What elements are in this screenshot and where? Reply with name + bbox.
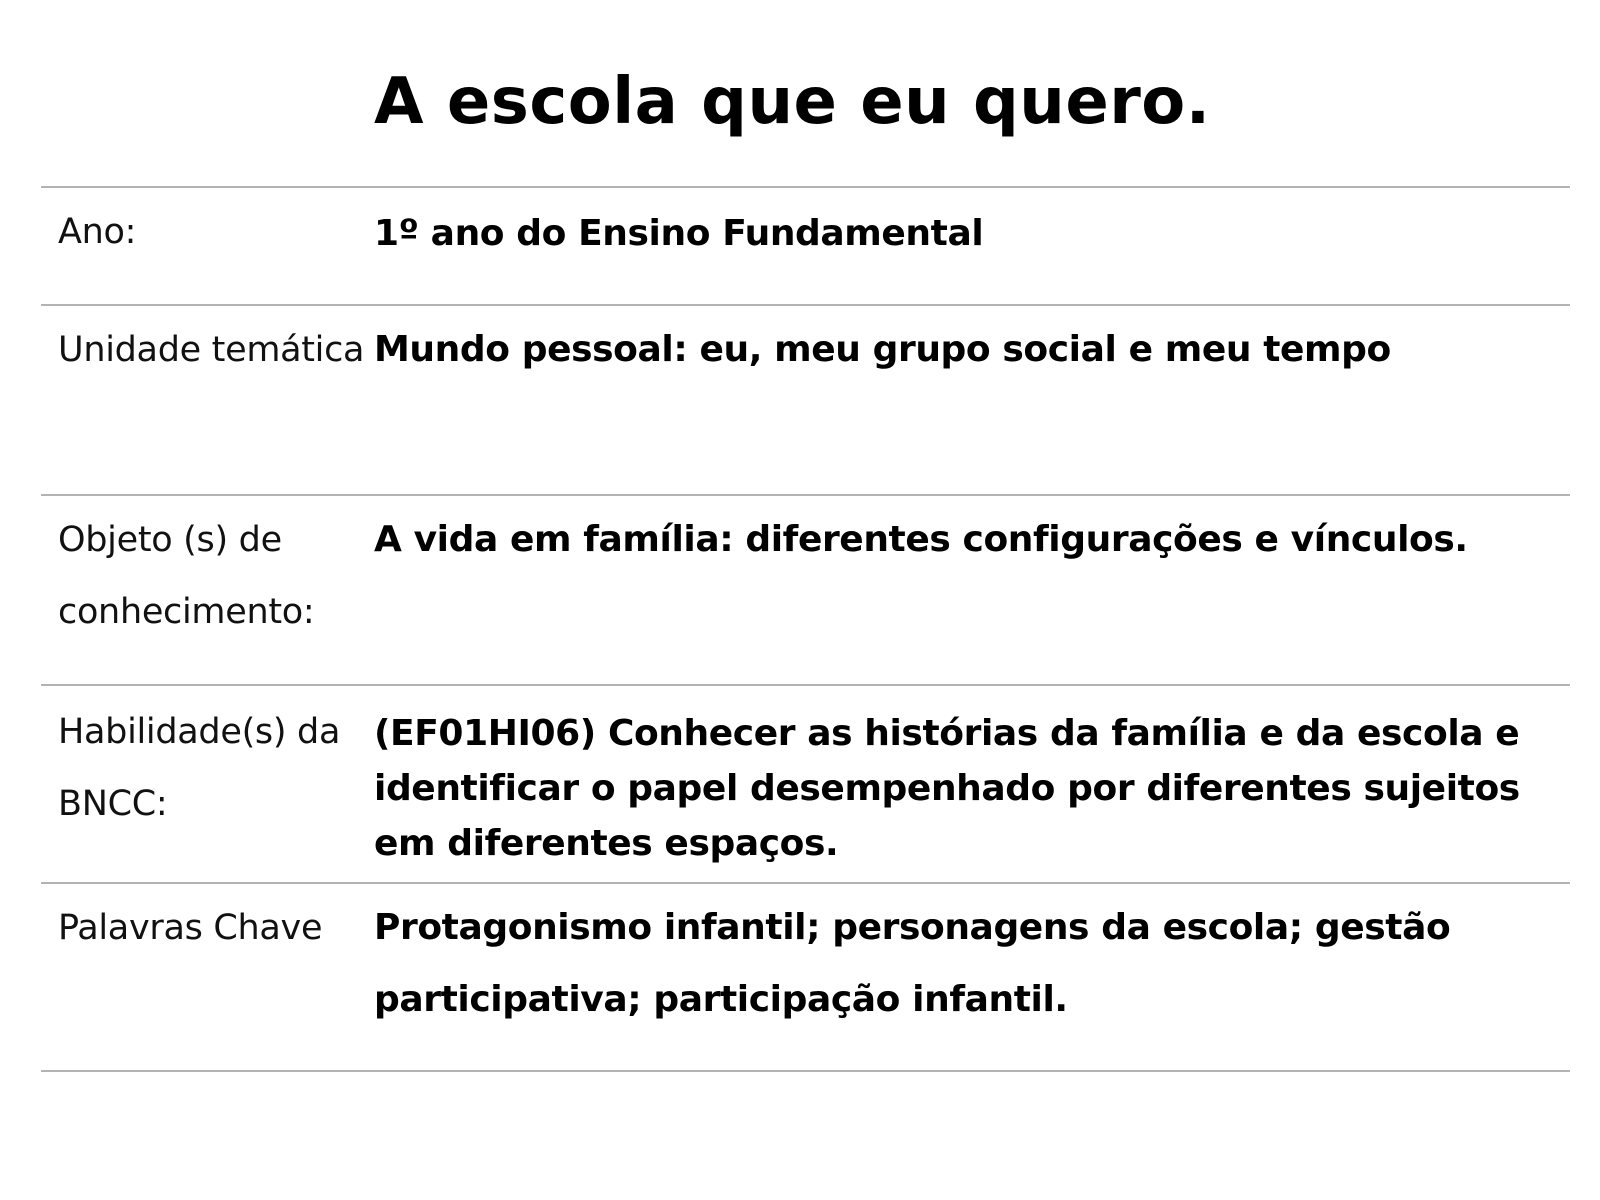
- row-label-unidade-tematica: Unidade temática: [58, 330, 365, 370]
- row-label-objeto-conhecimento: Objeto (s) de conhecimento:: [58, 520, 315, 632]
- table-row-unidade-tematica: [41, 304, 1570, 494]
- table-row-ano: [41, 186, 1570, 304]
- row-value-unidade-tematica: Mundo pessoal: eu, meu grupo social e meu tempo: [374, 329, 1391, 370]
- info-table: [41, 186, 1570, 1072]
- table-row-palavras-chave: [41, 882, 1570, 1072]
- row-label-ano: Ano:: [58, 212, 137, 252]
- row-label-habilidade-bncc: Habilidade(s) da BNCC:: [58, 712, 341, 824]
- table-row-objeto-conhecimento: [41, 494, 1570, 684]
- table-row-habilidade-bncc: [41, 684, 1570, 882]
- row-value-objeto-conhecimento: A vida em família: diferentes configurações e vínculos.: [374, 519, 1468, 560]
- page-title: A escola que eu quero.: [374, 65, 1211, 139]
- row-label-palavras-chave: Palavras Chave: [58, 908, 323, 948]
- row-value-palavras-chave: Protagonismo infantil; personagens da escola; gestão participativa; participação infantil.: [374, 907, 1451, 1020]
- row-value-ano: 1º ano do Ensino Fundamental: [374, 213, 984, 254]
- row-value-habilidade-bncc: (EF01HI06) Conhecer as histórias da família e da escola e identificar o papel desempenhado por diferentes sujeitos em diferentes espaços.: [374, 713, 1520, 864]
